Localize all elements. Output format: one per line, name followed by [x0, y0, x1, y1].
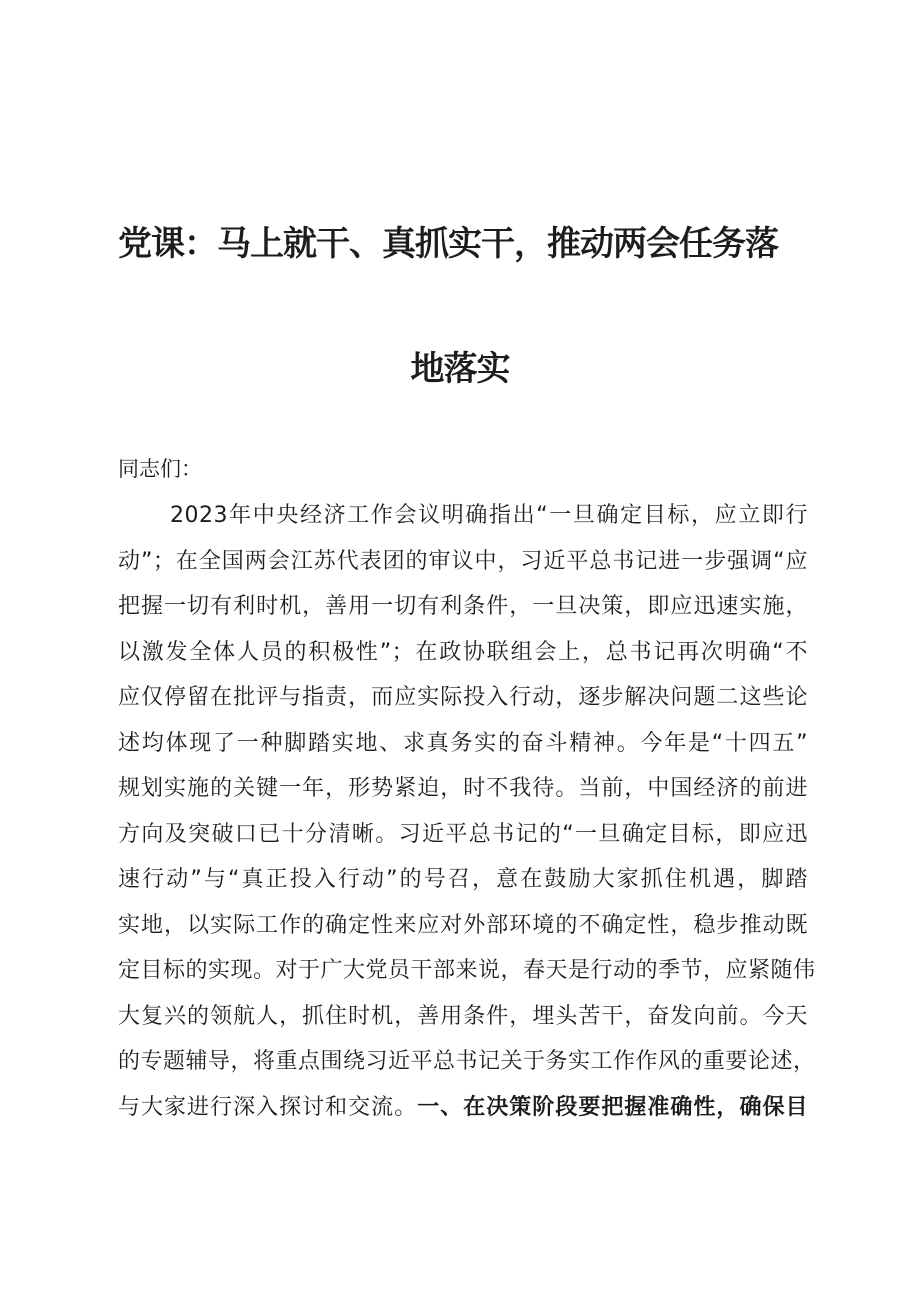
body-line: 大复兴的领航人，抓住时机，善用条件，埋头苦干，奋发向前。今天: [118, 1003, 808, 1029]
body-line: 把握一切有利时机，善用一切有利条件，一旦决策，即应迅速实施，: [118, 594, 808, 619]
body-line: 2023年中央经济工作会议明确指出“一旦确定目标，应立即行: [170, 503, 808, 528]
body-line: 方向及突破口已十分清晰。习近平总书记的“一旦确定目标，即应迅: [118, 821, 808, 847]
body-line: 速行动”与“真正投入行动”的号召，意在鼓励大家抓住机遇，脚踏: [118, 867, 808, 892]
body-line: 的专题辅导，将重点围绕习近平总书记关于务实工作作风的重要论述，: [118, 1049, 816, 1074]
body-line: 定目标的实现。对于广大党员干部来说，春天是行动的季节，应紧随伟: [118, 958, 816, 983]
section-heading-start: 一、在决策阶段要把握准确性，确保目: [417, 1094, 808, 1120]
body-line-last: [118, 1090, 808, 1136]
document-title-line-2: 地落实: [410, 349, 510, 389]
body-line-last-text: 与大家进行深入探讨和交流。: [118, 1094, 418, 1120]
body-line: 以激发全体人员的积极性”；在政协联组会上，总书记再次明确“不: [118, 639, 808, 665]
body-line: 实地，以实际工作的确定性来应对外部环境的不确定性，稳步推动既: [118, 912, 808, 938]
body-line: 述均体现了一种脚踏实地、求真务实的奋斗精神。今年是“十四五”: [118, 730, 808, 756]
document-title-line-1: 党课：马上就干、真抓实干，推动两会任务落: [118, 224, 778, 264]
salutation: 同志们：: [118, 457, 202, 481]
body-line: 应仅停留在批评与指责，而应实际投入行动，逐步解决问题二这些论: [118, 685, 808, 710]
body-line: 动”；在全国两会江苏代表团的审议中，习近平总书记进一步强调“应: [118, 548, 808, 574]
body-line: 规划实施的关键一年，形势紧迫，时不我待。当前，中国经济的前进: [118, 776, 808, 801]
body-paragraph: [118, 498, 816, 1135]
